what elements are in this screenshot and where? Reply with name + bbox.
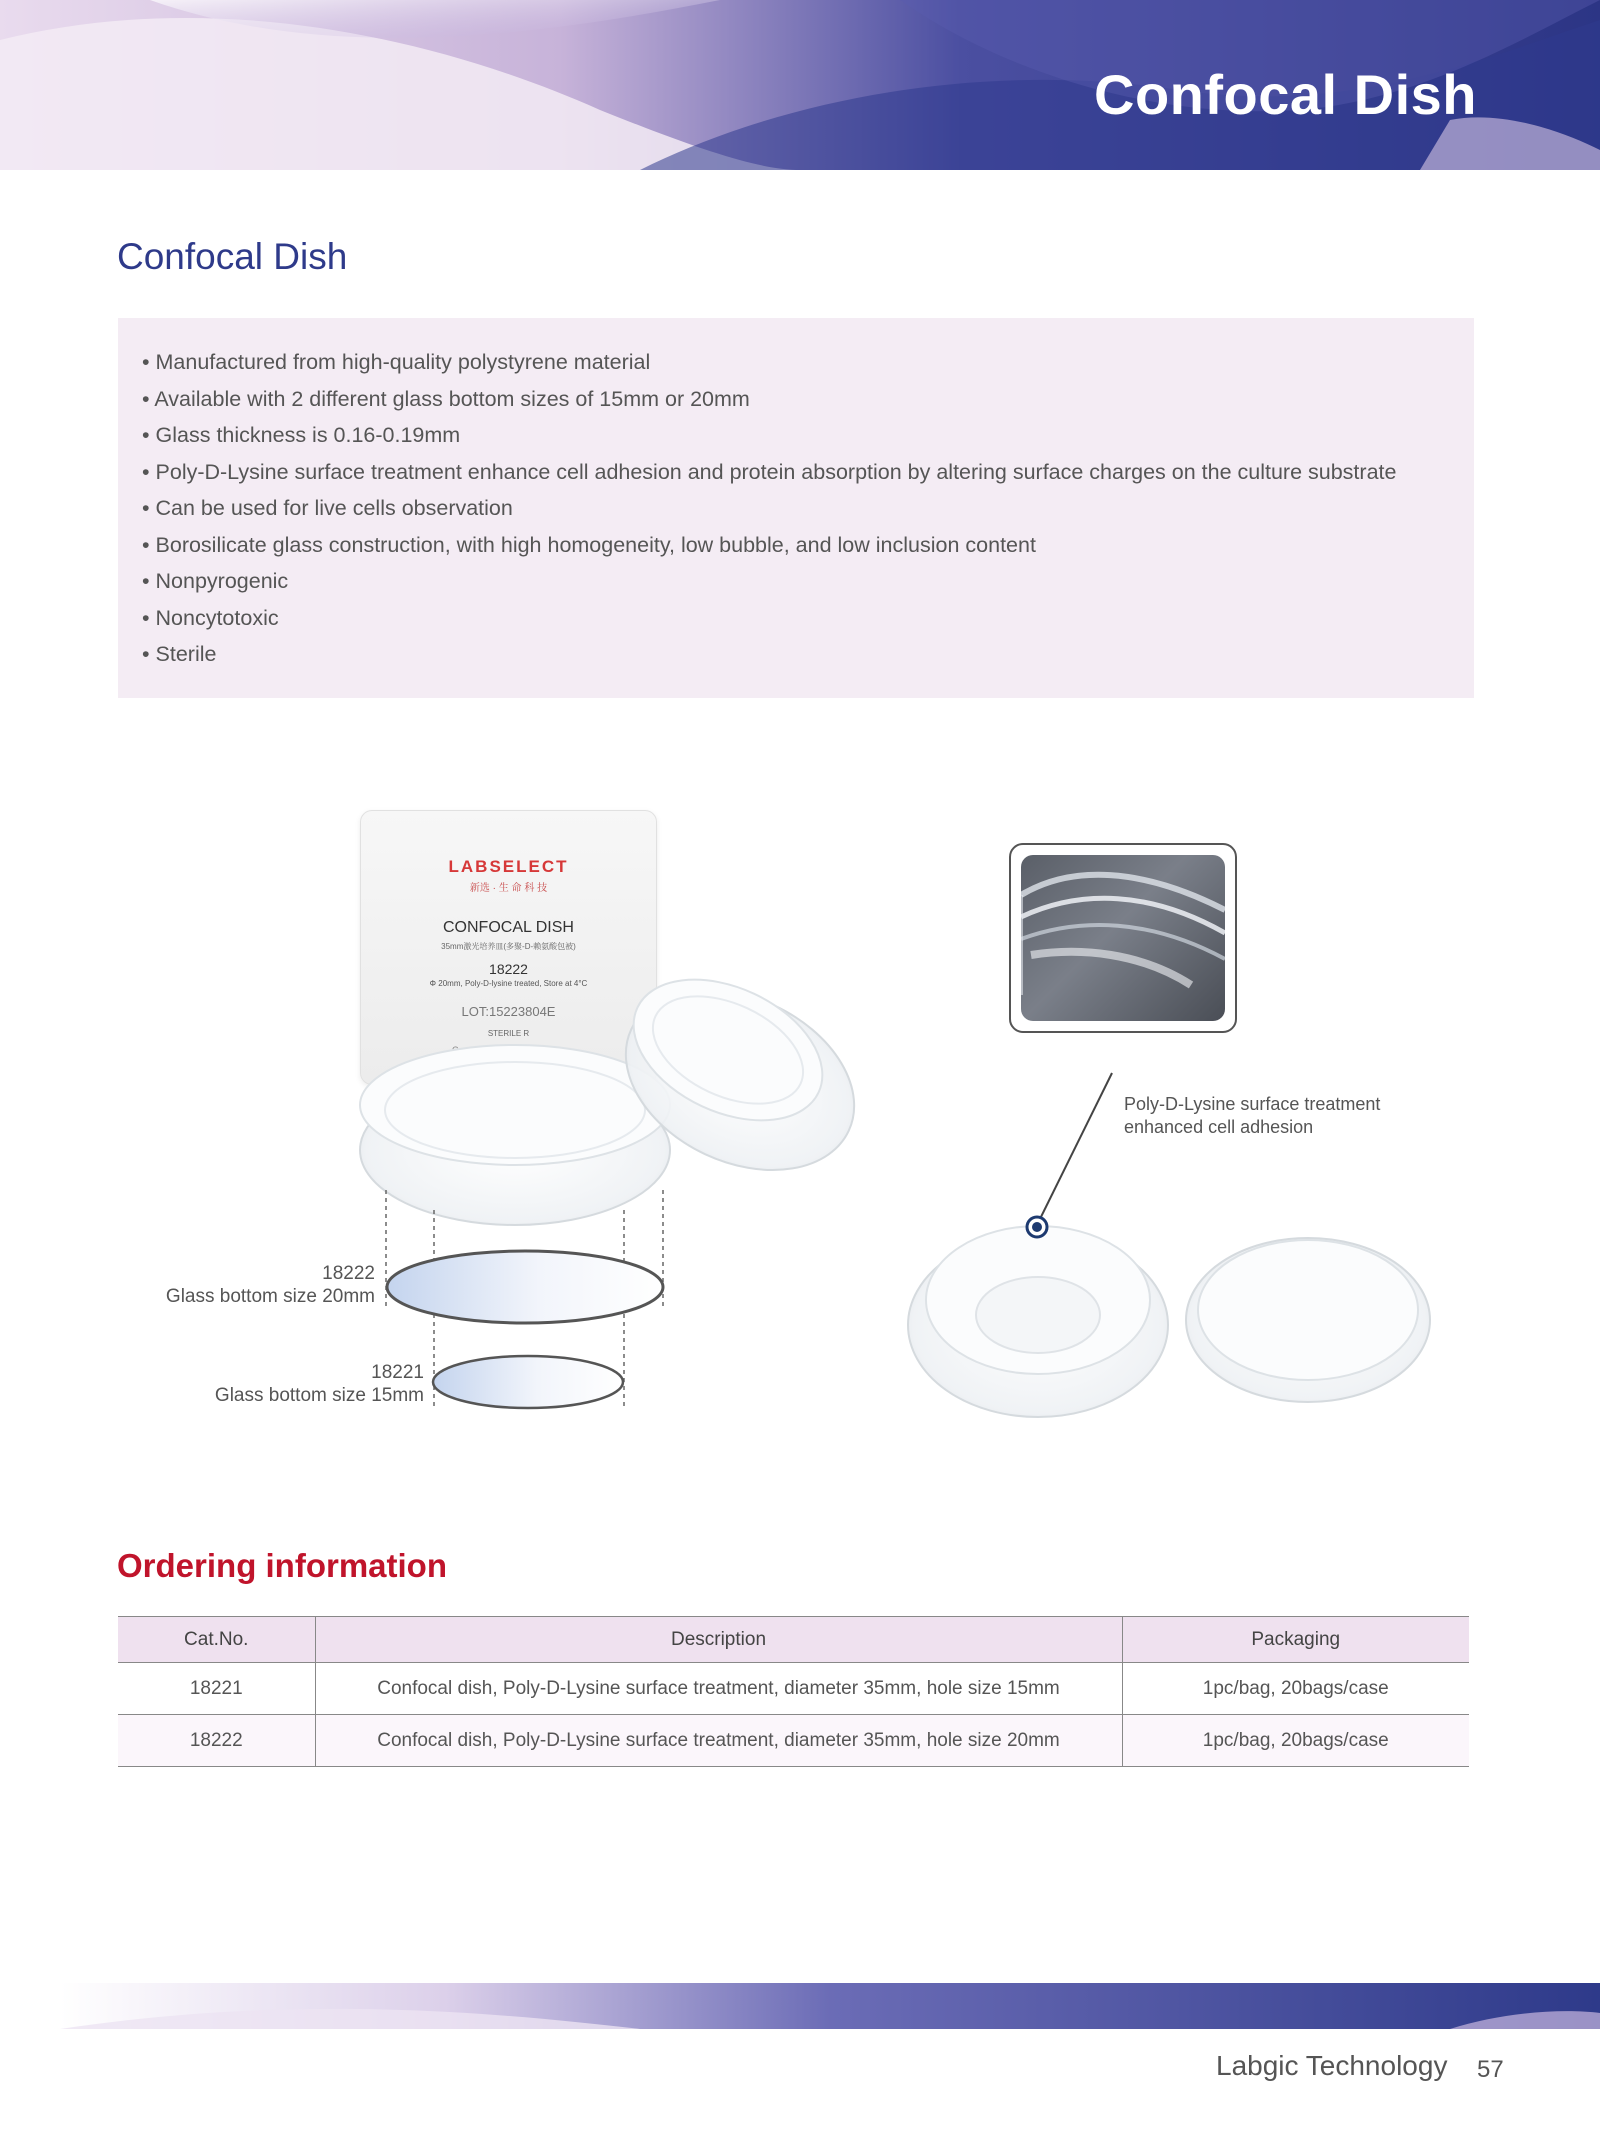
- package-sterile: STERILE R: [487, 1029, 530, 1038]
- page-number: 57: [1477, 2056, 1504, 2083]
- callout-line-1: Poly-D-Lysine surface treatment: [1124, 1094, 1381, 1114]
- package-name: CONFOCAL DISH: [443, 919, 574, 936]
- feature-item: • Sterile: [142, 636, 1450, 673]
- footer-band: [0, 1983, 1600, 2029]
- table-header-row: [118, 1617, 1469, 1663]
- cell-packaging: 1pc/bag, 20bags/case: [1122, 1715, 1469, 1767]
- feature-item: • Glass thickness is 0.16-0.19mm: [142, 417, 1450, 454]
- glass-20mm-text: Glass bottom size 20mm: [165, 1286, 375, 1307]
- feature-item: • Poly-D-Lysine surface treatment enhance cell adhesion and protein absorption by altering surface charges on the culture substrate: [142, 454, 1450, 491]
- glass-15mm-text: Glass bottom size 15mm: [214, 1385, 424, 1406]
- package-brand-cn: 新选 · 生 命 科 技: [469, 883, 548, 894]
- feature-item: • Borosilicate glass construction, with high homogeneity, low bubble, and low inclusion content: [142, 527, 1450, 564]
- page-header-title: Confocal Dish: [1094, 63, 1477, 126]
- glass-20mm-label: [100, 1262, 375, 1308]
- callout-line-2: enhanced cell adhesion: [1124, 1117, 1314, 1137]
- feature-item: • Noncytotoxic: [142, 600, 1450, 637]
- ordering-title: Ordering information: [117, 1547, 447, 1584]
- column-header-packaging: Packaging: [1122, 1617, 1469, 1663]
- glass-20mm-cat: 18222: [322, 1263, 375, 1284]
- glass-bottom-20mm: [387, 1251, 663, 1323]
- package-cat: 18222: [489, 961, 528, 977]
- cell-description: Confocal dish, Poly-D-Lysine surface treatment, diameter 35mm, hole size 15mm: [315, 1663, 1122, 1715]
- package-info: Φ 20mm, Poly-D-lysine treated, Store at 4°C: [429, 979, 588, 988]
- glass-15mm-label: [150, 1361, 424, 1407]
- cell-description: Confocal dish, Poly-D-Lysine surface treatment, diameter 35mm, hole size 20mm: [315, 1715, 1122, 1767]
- product-figure: [0, 790, 1600, 1450]
- header-banner: [0, 0, 1600, 170]
- inset-dish-edge: [1021, 855, 1225, 1021]
- section-title: Confocal Dish: [117, 236, 348, 277]
- callout-label: [1124, 1093, 1454, 1139]
- cell-packaging: 1pc/bag, 20bags/case: [1122, 1663, 1469, 1715]
- package-lot: LOT:15223804E: [461, 1004, 556, 1019]
- feature-item: • Manufactured from high-quality polystyrene material: [142, 344, 1450, 381]
- ordering-table: [118, 1616, 1469, 1767]
- dish-bottom-left: [360, 1045, 670, 1225]
- feature-item: • Nonpyrogenic: [142, 563, 1450, 600]
- glass-15mm-cat: 18221: [371, 1362, 424, 1383]
- callout-line: [1037, 1073, 1112, 1225]
- features-box: [118, 318, 1474, 698]
- zoom-inset: [1009, 843, 1237, 1033]
- package-subtitle: 35mm激光培养皿(多聚-D-赖氨酸包被): [441, 942, 576, 951]
- cell-cat: 18222: [118, 1715, 315, 1767]
- callout-marker-dot: [1032, 1222, 1042, 1232]
- table-row: [118, 1715, 1469, 1767]
- footer-band-graphic: [0, 1983, 1600, 2029]
- column-header-description: Description: [315, 1617, 1122, 1663]
- cell-cat: 18221: [118, 1663, 315, 1715]
- feature-list: [142, 344, 1450, 673]
- table-row: [118, 1663, 1469, 1715]
- glass-bottom-15mm: [433, 1356, 623, 1408]
- footer-brand: Labgic Technology: [1216, 2050, 1448, 2081]
- zoom-inset-image: [1021, 855, 1225, 1021]
- feature-item: • Available with 2 different glass bottom sizes of 15mm or 20mm: [142, 381, 1450, 418]
- dish-lid-right: [1186, 1238, 1430, 1402]
- feature-item: • Can be used for live cells observation: [142, 490, 1450, 527]
- column-header-cat: Cat.No.: [118, 1617, 315, 1663]
- dish-with-well: [908, 1226, 1168, 1417]
- package-brand: LABSELECT: [448, 857, 569, 876]
